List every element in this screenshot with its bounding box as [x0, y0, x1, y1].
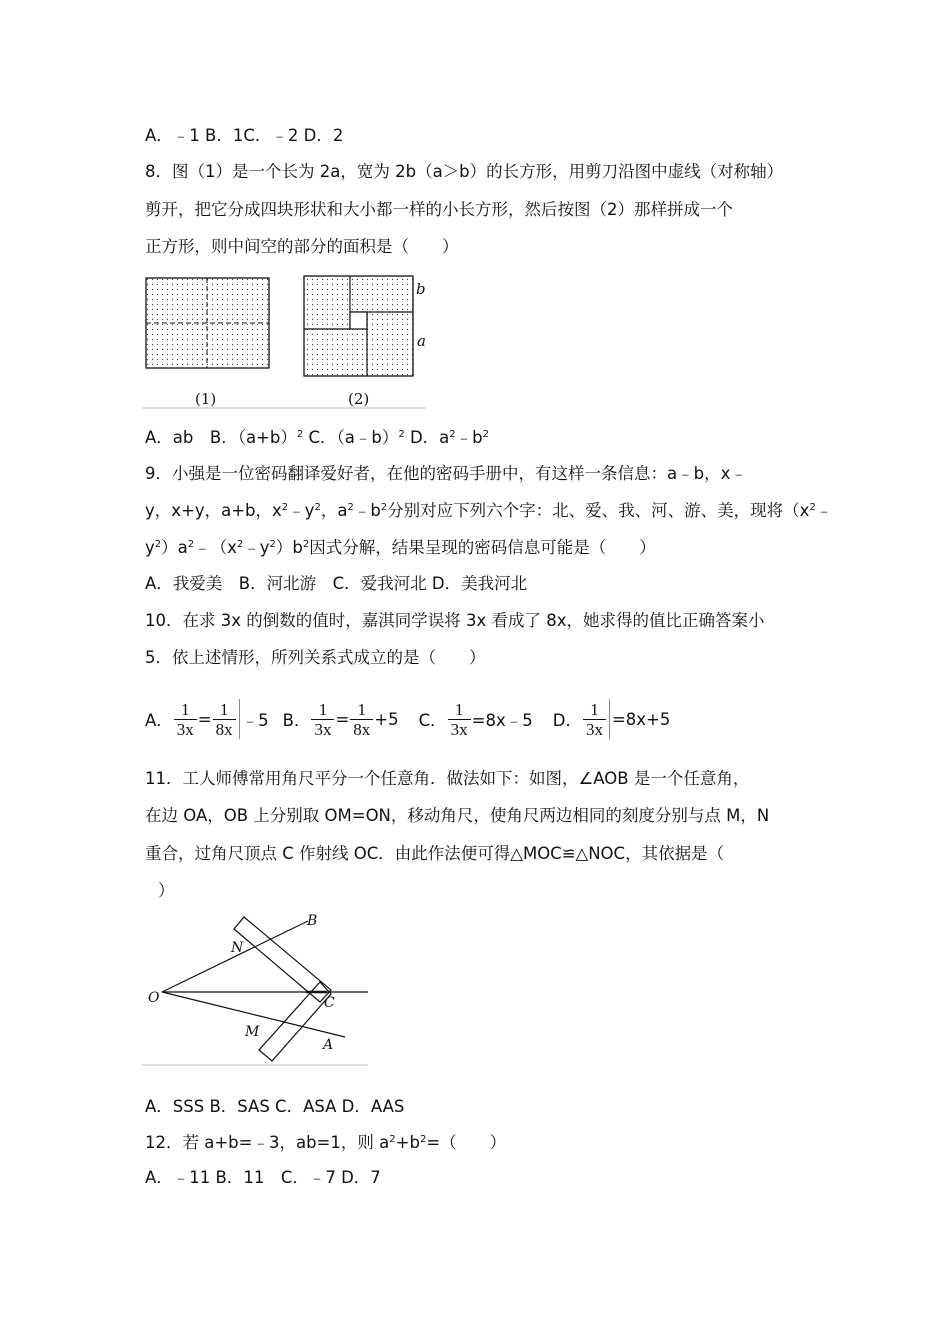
- q11-text-line-4: ）: [158, 881, 175, 900]
- q9-text-line-2: y，x+y，a+b，$x^2﹣y^2$，$a^2﹣b^2$分别对应下列六个字：北、爱、我、河、游、美，现将（$x^2﹣$: [145, 501, 833, 520]
- q11-text-line-3: 重合，过角尺顶点 C 作射线 OC．由此作法便可得△MOC≌△NOC，其依据是（: [145, 844, 725, 863]
- square-upper-arm: [234, 917, 331, 1002]
- label-n: N: [231, 940, 244, 956]
- middle-empty-square: [350, 312, 367, 329]
- q8-options: A．ab B．$(a+b)^2$ C．（a﹣b）$^2$ D．$a^2﹣b^2$: [145, 428, 490, 447]
- option-a-label: A．: [145, 711, 173, 730]
- q8-text-line-3: 正方形，则中间空的部分的面积是（ ）: [145, 237, 459, 256]
- q10-text-line-1: 10．在求 3x 的倒数的值时，嘉淇同学误将 3x 看成了 8x，她求得的值比正确答案小: [145, 611, 765, 630]
- label-b: B: [307, 913, 318, 929]
- q9-text-line-1: 9．小强是一位密码翻译爱好者，在他的密码手册中，有这样一条信息：a﹣b，x﹣: [145, 464, 747, 483]
- q11-text-line-1: 11．工人师傅常用角尺平分一个任意角．做法如下：如图，∠AOB 是一个任意角，: [145, 769, 750, 788]
- q8-text-line-1: 8．图（1）是一个长为 2a，宽为 2b（a＞b）的长方形，用剪刀沿图中虚线（对称轴）: [145, 162, 784, 181]
- ray-ob: [162, 921, 308, 992]
- fraction-1-over-3x: $\frac{1}{3x}$: [448, 700, 471, 739]
- fig2-label-a: a: [417, 332, 426, 350]
- q10-options: A． $\frac{1}{3x}$ = $\frac{1}{8x}$ ﹣5 B． $\frac{1}{3x}$ = $\frac{1}{8x}$ +5 C． $\frac{1}{3x}$ =8x﹣5 D． $\frac{1}{3x}$ =8x+5: [145, 699, 671, 739]
- q8-figure: [140, 272, 430, 414]
- fraction-1-over-3x: $\frac{1}{3x}$: [583, 700, 606, 739]
- q8-text-line-2: 剪开，把它分成四块形状和大小都一样的小长方形，然后按图（2）那样拼成一个: [145, 200, 733, 219]
- q11-text-line-2: 在边 OA，OB 上分别取 OM=ON，移动角尺，使角尺两边相同的刻度分别与点 M，N: [145, 806, 770, 825]
- q12-text: 12．若 a+b=﹣3，ab=1，则 $a^2+b^2=$（ ）: [145, 1133, 507, 1152]
- fraction-1-over-8x: $\frac{1}{8x}$: [350, 700, 373, 739]
- label-a: A: [323, 1037, 334, 1053]
- q11-options: A．SSS B．SAS C．ASA D．AAS: [145, 1097, 405, 1116]
- q11-angle-figure: [140, 905, 372, 1067]
- fraction-1-over-8x: $\frac{1}{8x}$: [213, 700, 236, 739]
- fraction-1-over-3x: $\frac{1}{3x}$: [311, 700, 334, 739]
- label-o: O: [148, 990, 160, 1006]
- q9-options: A．我爱美 B．河北游 C．爱我河北 D．美我河北: [145, 574, 528, 593]
- square-assembly: [304, 276, 413, 376]
- label-m: M: [245, 1024, 260, 1040]
- fig2-label-b: b: [416, 280, 426, 298]
- fig1-caption: (1): [195, 390, 217, 408]
- fig2-caption: (2): [348, 390, 370, 408]
- q7-options: A．﹣1 B．1C．﹣2 D．2: [145, 126, 344, 145]
- option-b-label: B．: [282, 711, 311, 730]
- q10-text-line-2: 5．依上述情形，所列关系式成立的是（ ）: [145, 648, 486, 667]
- q12-options: A．﹣11 B．11 C．﹣7 D．7: [145, 1168, 381, 1187]
- q9-text-line-3: $y^2)a^2﹣(x^2﹣y^2)b^2$因式分解，结果呈现的密码信息可能是（ ）: [145, 538, 656, 557]
- option-d-label: D．: [552, 711, 582, 730]
- option-c-label: C．: [418, 711, 447, 730]
- fraction-1-over-3x: $\frac{1}{3x}$: [174, 700, 197, 739]
- label-c: C: [324, 995, 335, 1011]
- square-lower-arm: [259, 982, 334, 1061]
